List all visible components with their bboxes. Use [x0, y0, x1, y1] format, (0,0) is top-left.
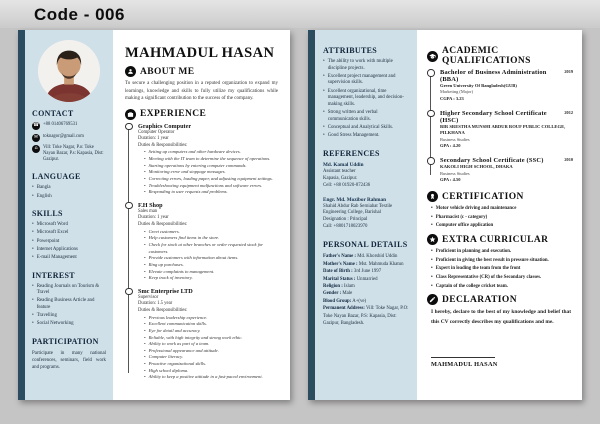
certification-item — [431, 214, 573, 222]
duty-text: Reliable, with high integrity and strong work ethic. — [148, 334, 243, 340]
bullet: • — [144, 162, 146, 168]
extra-curricular-item — [431, 257, 573, 265]
attribute-label: The ability to work with multiple discipline projects. — [327, 59, 393, 71]
duty-text: Help customers find items in the store. — [148, 235, 220, 241]
interest-heading: INTEREST — [32, 270, 75, 280]
institute-name: BIR SRESTHA MUNSHI ABDUR ROUF PUBLIC COLLEGE, PILKHANA — [440, 123, 566, 136]
duty-text: Proactive organizational skills. — [148, 361, 207, 367]
skill-label: Powerpoint — [36, 238, 60, 244]
bullet: • — [32, 222, 34, 228]
duty-text: Ability to keep a positive attitude in a fast-paced environment. — [148, 374, 263, 380]
language-label: Bangla — [36, 185, 51, 191]
reference-entry — [323, 197, 409, 232]
personal-detail-row — [323, 298, 409, 305]
detail-value: Male — [341, 291, 353, 297]
contact-item — [32, 145, 106, 163]
certification-item — [431, 205, 573, 213]
interest-list — [32, 284, 106, 328]
duty-item — [144, 183, 280, 190]
detail-label: Blood Group: — [323, 298, 352, 304]
extra-curricular-text: Class Representative (CR) of the Secondary classes. — [435, 275, 542, 281]
experience-timeline — [128, 123, 280, 382]
timeline-node-icon — [125, 288, 133, 296]
extra-curricular-heading: EXTRA CURRICULAR — [442, 234, 549, 245]
bullet: • — [144, 241, 146, 247]
reference-name: Md. Kamal Uddin — [323, 161, 364, 168]
timeline-node-icon — [125, 123, 133, 131]
certification-heading: CERTIFICATION — [442, 191, 524, 202]
duty-item — [144, 321, 280, 328]
detail-label: Religion : — [323, 284, 343, 290]
reference-line: Assistant teacher — [323, 168, 356, 174]
detail-value: Mst. Mahmuda Khatun — [357, 261, 404, 267]
pen-icon — [427, 294, 438, 305]
duty-item — [144, 156, 280, 163]
certification-list — [427, 205, 573, 230]
graduation-cap-icon — [427, 51, 438, 62]
language-list — [32, 185, 106, 200]
bullet: • — [144, 189, 146, 195]
degree-title: Bachelor of Business Administration (BBA) — [440, 69, 547, 83]
reference-line: Kapasia, Gazipur. — [323, 175, 358, 181]
cv-page-1 — [18, 30, 290, 400]
template-code-label: Code - 006 — [34, 5, 125, 24]
job-duration: Duration: 1 year — [138, 136, 169, 142]
page1-main — [113, 30, 290, 400]
language-item — [32, 185, 106, 192]
degree-detail: Marketing (Major) — [440, 89, 474, 95]
duty-item — [144, 176, 280, 183]
duty-item — [144, 374, 280, 381]
interest-item — [32, 313, 106, 320]
reference-line: Call: +8801718023970 — [323, 224, 368, 230]
bullet: • — [144, 347, 146, 353]
contact-heading: CONTACT — [32, 109, 74, 118]
duty-item — [144, 189, 280, 196]
duty-text: Troubleshooting equipment malfunctions and software errors. — [148, 182, 263, 188]
certification-section-header — [427, 191, 573, 202]
bullet: • — [32, 254, 34, 260]
profile-photo — [38, 40, 100, 102]
duty-item — [144, 242, 280, 255]
medal-icon — [427, 191, 438, 202]
duty-text: Excellent communication skills. — [148, 321, 207, 327]
degree-detail: Business Studies — [440, 170, 470, 176]
declaration-heading: DECLARATION — [442, 294, 517, 305]
personal-detail-row — [323, 276, 409, 283]
attribute-item — [323, 133, 409, 140]
duty-text: Ability to work as part of a team. — [148, 341, 210, 347]
duty-item — [144, 163, 280, 170]
academic-entry — [440, 157, 573, 183]
bullet: • — [32, 321, 34, 327]
participation-heading: PARTICIPATION — [32, 337, 99, 346]
duty-text: High school diploma. — [148, 367, 189, 373]
duty-item — [144, 315, 280, 322]
certification-item — [431, 222, 573, 230]
experience-section-header — [125, 109, 280, 120]
bullet: • — [144, 334, 146, 340]
duty-item — [144, 341, 280, 348]
page2-sidebar — [315, 30, 417, 400]
bullet: • — [431, 214, 433, 220]
bullet: • — [144, 169, 146, 175]
personal-detail-row — [323, 261, 409, 268]
duty-text: Check for stock at other branches or order requested stock for customers. — [148, 241, 264, 254]
participation-text: Participate in many national conferences, seminars, field work and programs. — [32, 351, 106, 371]
extra-curricular-text: Proficient in planning and execution. — [435, 249, 512, 255]
duty-item — [144, 262, 280, 269]
bullet: • — [144, 155, 146, 161]
detail-label: Gender : — [323, 291, 342, 297]
cv-page-2 — [308, 30, 582, 400]
timeline-node-icon — [427, 69, 435, 77]
duty-text: Keep track of inventory. — [148, 275, 193, 281]
duty-text: Setting up computers and other hardware devices. — [148, 149, 241, 155]
bullet: • — [144, 361, 146, 367]
duty-item — [144, 169, 280, 176]
interest-label: Travelling — [36, 313, 57, 319]
job-role: Supervisor — [138, 294, 159, 300]
bullet: • — [144, 354, 146, 360]
attribute-item — [323, 59, 409, 72]
bullet: • — [144, 341, 146, 347]
certification-text: Motor vehicle driving and maintenance — [435, 206, 517, 212]
contact-text: Vill: Toke Nagar, P.o: Toke Nayan Bazar, P.s: Kapasia, Dist: Gazipur. — [43, 145, 104, 163]
duties-label: Duties & Responsibilities: — [138, 221, 188, 227]
references-heading: REFERENCES — [323, 148, 380, 158]
bullet: • — [32, 238, 34, 244]
extra-curricular-item — [431, 248, 573, 256]
certification-text: Computer office application — [435, 223, 494, 229]
degree-title: Higher Secondary School Certificate (HSC) — [440, 109, 547, 124]
user-icon — [125, 66, 136, 77]
bullet: • — [323, 110, 325, 116]
duty-item — [144, 335, 280, 342]
detail-value: Islam — [342, 284, 355, 290]
duties-list — [138, 149, 280, 196]
bullet: • — [144, 367, 146, 373]
email-icon: ✉ — [32, 134, 40, 142]
bullet: • — [32, 193, 34, 199]
skill-item — [32, 247, 106, 254]
job-duration: Duration: 1.5 year — [138, 301, 173, 307]
attribute-item — [323, 110, 409, 123]
detail-value: A+(ve) — [351, 298, 367, 304]
duty-text: Provide customers with information about items. — [148, 255, 239, 261]
attribute-label: Conceptual and Analytical Skills. — [327, 124, 394, 130]
bullet: • — [32, 283, 34, 289]
duties-list — [138, 229, 280, 282]
bullet: • — [32, 246, 34, 252]
reference-entry — [323, 162, 409, 190]
accent-strip — [18, 30, 25, 400]
company-name: Graphics Computer — [138, 122, 192, 130]
skill-label: E-mail Management — [36, 254, 77, 260]
references-list — [323, 162, 409, 232]
attribute-label: Excellent project management and supervision skills. — [327, 73, 396, 86]
bullet: • — [144, 314, 146, 320]
about-section-header — [125, 66, 280, 77]
duty-text: Correcting errors, loading paper, and adjusting equipment settings. — [148, 175, 273, 181]
bullet: • — [144, 374, 146, 380]
duty-item — [144, 361, 280, 368]
bullet: • — [144, 235, 146, 241]
duty-text: Monitoring error and stoppage messages. — [148, 169, 226, 175]
language-label: English — [36, 193, 52, 199]
academic-entry — [440, 110, 573, 149]
duty-text: Greet customers. — [148, 228, 180, 234]
attributes-list — [323, 59, 409, 140]
degree-year: 2010 — [564, 157, 573, 163]
duty-text: Eye for detail and accuracy. — [148, 327, 201, 333]
degree-result: GPA : 4.50 — [440, 176, 461, 182]
interest-item — [32, 298, 106, 311]
academic-section-header — [427, 46, 573, 66]
personal-detail-row — [323, 283, 409, 290]
duty-text: Starting operations by entering computer commands. — [148, 162, 247, 168]
degree-row — [440, 157, 573, 164]
bullet: • — [32, 185, 34, 191]
bullet: • — [431, 206, 433, 212]
duties-list — [138, 315, 280, 382]
attribute-item — [323, 125, 409, 132]
duty-text: Meeting with the IT team to determine the sequence of operations. — [148, 155, 271, 161]
bullet: • — [32, 313, 34, 319]
degree-detail: Business Studies — [440, 136, 470, 142]
institute-name: KAKOLI HIGH SCHOOL, DHAKA — [440, 164, 513, 170]
bullet: • — [431, 275, 433, 281]
job-role: Sales man — [138, 208, 158, 214]
interest-label: Reading Journals on Tourism & Travel — [36, 283, 100, 296]
bullet: • — [144, 149, 146, 155]
star-icon — [427, 234, 438, 245]
extra-curricular-item — [431, 265, 573, 273]
academic-heading: ACADEMIC QUALIFICATIONS — [442, 46, 531, 66]
reference-line: Cell: +88 01920-872436 — [323, 182, 371, 188]
detail-label: Mother's Name : — [323, 261, 358, 267]
bullet: • — [144, 321, 146, 327]
duty-item — [144, 348, 280, 355]
duty-item — [144, 255, 280, 262]
detail-value: Vill: Toke Nagar, P.O: Toke Nayan Bazar, P.S: Kapasia, Dist: Gazipur, Bangladesh. — [323, 306, 409, 327]
attributes-heading: ATTRIBUTES — [323, 46, 377, 55]
about-text: To secure a challenging position in a reputed organization to expand my learnings, knowledge and skills to fully utilize my qualifications while making a significant contribution to the success of the company. — [125, 81, 278, 101]
bullet: • — [144, 268, 146, 274]
bullet: • — [323, 124, 325, 130]
contact-text: +88 01406769531 — [43, 122, 78, 127]
bullet: • — [32, 230, 34, 236]
extra-curricular-item — [431, 274, 573, 282]
duty-text: Responding to user requests and problems. — [148, 189, 228, 195]
bullet: • — [144, 228, 146, 234]
degree-row — [440, 69, 573, 83]
duty-text: Computer literacy. — [148, 354, 184, 360]
duty-item — [144, 354, 280, 361]
duty-item — [144, 269, 280, 276]
detail-label: Date of Birth : — [323, 269, 353, 275]
skills-list — [32, 222, 106, 261]
signature-name: MAHMADUL HASAN — [431, 360, 498, 368]
degree-row — [440, 110, 573, 124]
bullet: • — [144, 275, 146, 281]
attribute-item — [323, 74, 409, 87]
accent-strip — [308, 30, 315, 400]
attribute-item — [323, 89, 409, 109]
timeline-node-icon — [125, 202, 133, 210]
duty-item — [144, 275, 280, 282]
bullet: • — [32, 298, 34, 304]
duty-item — [144, 328, 280, 335]
job-role: Computer Operator — [138, 129, 175, 135]
duty-item — [144, 229, 280, 236]
personal-detail-row — [323, 290, 409, 297]
contact-text: toknagor@gmail.com — [43, 133, 84, 139]
bullet: • — [431, 283, 433, 289]
duty-item — [144, 368, 280, 375]
bullet: • — [144, 182, 146, 188]
academic-timeline — [430, 69, 573, 183]
detail-value: Md. Khorshid Uddin — [356, 254, 398, 260]
institute-name: Green University Of Bangladesh(GUB) — [440, 83, 517, 88]
skill-label: Microsoft Excel — [36, 230, 69, 236]
certification-text: Pharmacist (c - category) — [435, 214, 488, 220]
bullet: • — [431, 249, 433, 255]
academic-entry — [440, 69, 573, 102]
detail-value: 3rd June 1997 — [352, 269, 382, 275]
declaration-text: I hereby, declare to the best of my knowledge and belief that this CV correctly describes my qualifications and me. — [431, 309, 571, 325]
duty-item — [144, 235, 280, 242]
degree-result: CGPA : 3.23 — [440, 95, 464, 101]
language-item — [32, 194, 106, 201]
bullet: • — [144, 255, 146, 261]
reference-line: Designation : Principal — [323, 217, 368, 223]
timeline-node-icon — [427, 157, 435, 165]
experience-entry — [138, 288, 280, 381]
briefcase-icon — [125, 109, 136, 120]
bullet: • — [323, 73, 325, 79]
contact-list — [32, 122, 106, 163]
bullet: • — [431, 223, 433, 229]
job-duration: Duration: 1 year — [138, 215, 169, 221]
bullet: • — [144, 175, 146, 181]
attribute-label: Good Stress Management. — [327, 133, 380, 139]
company-name: Smc Enterprise LTD — [138, 287, 193, 295]
attribute-label: Excellent organizational, time management, leadership, and decision-making skills. — [327, 88, 404, 107]
reference-lines — [323, 169, 409, 190]
reference-line: Shahid Abdur Rab Serniabat Textile Engineering College, Barishal — [323, 203, 393, 216]
phone-icon: ☎ — [33, 123, 39, 128]
bullet: • — [144, 327, 146, 333]
bullet: • — [431, 257, 433, 263]
bullet: • — [323, 88, 325, 94]
attribute-label: Strong written and verbal communication skills. — [327, 110, 378, 122]
duty-text: Previous leadership experience. — [148, 314, 208, 320]
personal-details-heading: PERSONAL DETAILS — [323, 240, 408, 250]
degree-year: 2019 — [564, 69, 573, 74]
bullet: • — [431, 266, 433, 272]
contact-item — [32, 134, 106, 142]
degree-title: Secondary School Certificate (SSC) — [440, 157, 544, 165]
detail-label: Father's Name : — [323, 254, 357, 260]
degree-result: GPA : 4.20 — [440, 142, 461, 148]
page2-main — [417, 30, 582, 400]
personal-detail-row — [323, 268, 409, 275]
detail-label: Marital Status : — [323, 276, 356, 282]
contact-item — [32, 122, 106, 130]
personal-detail-row — [323, 253, 409, 260]
interest-label: Reading Business Article and feature — [36, 298, 95, 310]
reference-name: Engr. Md. Mozibor Rahman — [323, 196, 386, 203]
skill-item — [32, 255, 106, 262]
avatar-illustration — [38, 40, 100, 102]
declaration-section-header — [427, 294, 573, 305]
skill-item — [32, 222, 106, 229]
extra-curricular-list — [427, 248, 573, 290]
language-heading: LANGUAGE — [32, 172, 81, 182]
experience-entry — [138, 123, 280, 196]
bullet: • — [323, 59, 325, 64]
skill-item — [32, 230, 106, 237]
extra-curricular-item — [431, 283, 573, 291]
signature-line — [431, 357, 495, 358]
extra-curricular-text: Proficient in giving the best result in pressure situation. — [435, 257, 549, 263]
skill-label: Internet Applications — [36, 246, 78, 252]
extra-curricular-text: Expert in leading the team from the front — [435, 266, 521, 272]
extra-curricular-section-header — [427, 234, 573, 245]
experience-entry — [138, 202, 280, 282]
about-heading: ABOUT ME — [140, 66, 195, 77]
experience-heading: EXPERIENCE — [140, 109, 207, 119]
duties-label: Duties & Responsibilities: — [138, 142, 188, 148]
location-icon: ⌂ — [32, 145, 40, 153]
reference-lines — [323, 204, 409, 232]
company-name: F.H Shop — [138, 201, 163, 209]
bullet: • — [323, 133, 325, 139]
skills-heading: SKILLS — [32, 209, 63, 219]
duty-text: Professional appearance and attitude. — [148, 347, 219, 353]
detail-value: Unmarried — [355, 276, 378, 282]
degree-year: 2012 — [564, 109, 573, 115]
page1-sidebar — [25, 30, 113, 400]
skill-label: Microsoft Word — [36, 222, 68, 228]
duties-label: Duties & Responsibilities: — [138, 307, 188, 313]
interest-item — [32, 284, 106, 297]
bullet: • — [144, 261, 146, 267]
candidate-name: MAHMADUL HASAN — [125, 45, 275, 61]
timeline-node-icon — [427, 110, 435, 118]
personal-detail-row — [323, 305, 409, 327]
duty-item — [144, 149, 280, 156]
interest-item — [32, 321, 106, 328]
extra-curricular-text: Captain of the college cricket team. — [435, 283, 508, 289]
duty-text: Ring up purchases. — [148, 261, 184, 267]
skill-item — [32, 239, 106, 246]
personal-details-list — [323, 253, 409, 327]
detail-label: Permanent Address: — [323, 306, 365, 312]
duty-text: Elevate complaints to management. — [148, 268, 215, 274]
interest-label: Social Networking — [36, 321, 74, 327]
